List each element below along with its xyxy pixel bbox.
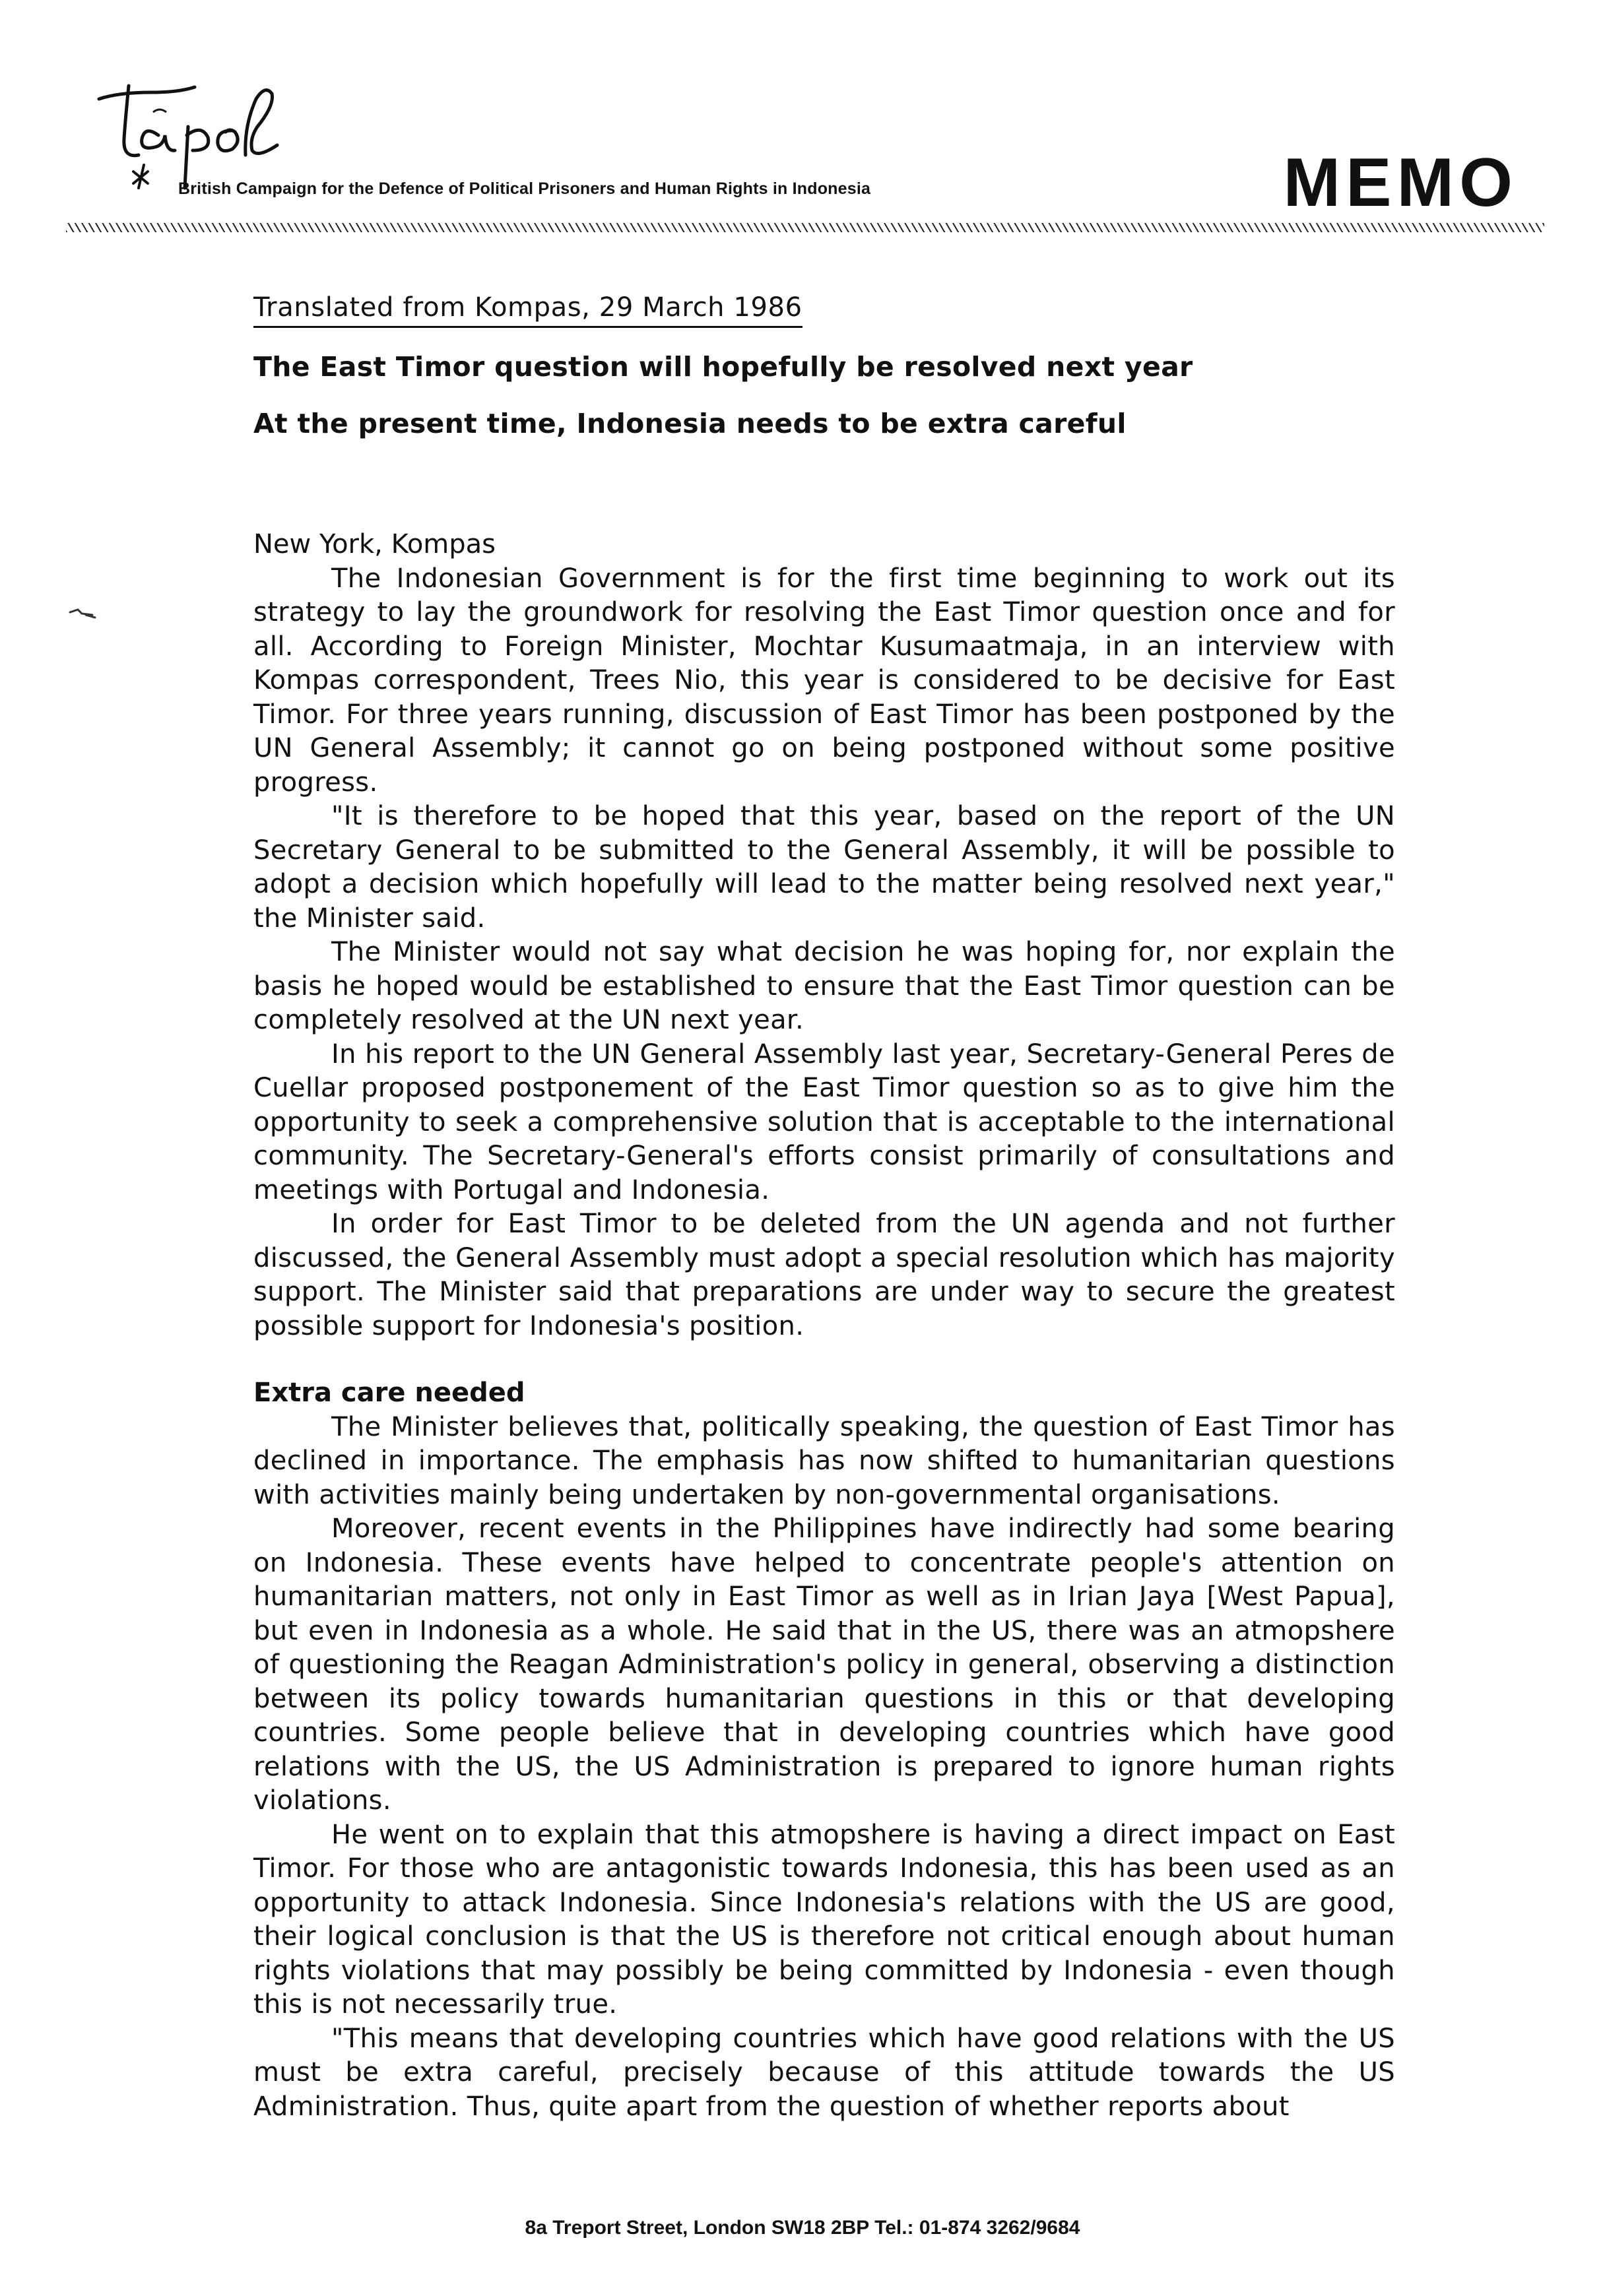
paragraph: The Minister believes that, politically speaking, the question of East Timor has declined in importance. The emphasis has now shifted to humanitarian questions with activities mainly being undertaken by non-governmental organisations.	[253, 1411, 1395, 1510]
paragraph: In order for East Timor to be deleted from the UN agenda and not further discussed, the General Assembly must adopt a special resolution which has majority support. The Minister said that preparations are under way to secure the greatest possible support for Indonesia's position.	[253, 1209, 1395, 1341]
hatched-divider	[66, 223, 1544, 232]
letterhead	[66, 59, 1544, 238]
article-headline: The East Timor question will hopefully be resolved next year	[253, 351, 1193, 383]
dateline: New York, Kompas	[253, 529, 496, 559]
organisation-tagline: British Campaign for the Defence of Political Prisoners and Human Rights in Indonesia	[178, 179, 871, 198]
article-body	[253, 290, 1395, 2124]
article-subheadline: At the present time, Indonesia needs to be extra careful	[253, 407, 1127, 439]
paragraph: Moreover, recent events in the Philippines have indirectly had some bearing on Indonesia. These events have helped to concentrate people's attention on humanitarian matters, not only in East Timor as well as in Irian Jaya [West Papua], but even in Indonesia as a whole. He said that in the US, there was an atmopshere of questioning the Reagan Administration's policy in general, observing a distinction between its policy towards humanitarian questions in this or that developing countries. Some people believe that in developing countries which have good relations with the US, the US Administration is prepared to ignore human rights violations.	[253, 1514, 1395, 1816]
source-line: Translated from Kompas, 29 March 1986	[253, 290, 802, 328]
paragraph: "This means that developing countries which have good relations with the US must be extra careful, precisely because of this attitude towards the US Administration. Thus, quite apart from the question of whether reports about	[253, 2023, 1395, 2122]
paragraph: In his report to the UN General Assembly last year, Secretary-General Peres de Cuellar proposed postponement of the East Timor question so as to give him the opportunity to seek a comprehensive solution that is acceptable to the international community. The Secretary-General's efforts consist primarily of consultations and meetings with Portugal and Indonesia.	[253, 1038, 1395, 1205]
footer-address: 8a Treport Street, London SW18 2BP Tel.: 01-874 3262/9684	[525, 2217, 1080, 2239]
paragraph: The Indonesian Government is for the first time beginning to work out its strategy to lay the groundwork for resolving the East Timor question once and for all. According to Foreign Minister, Mochtar Kusumaatmaja, in an interview with Kompas correspondent, Trees Nio, this year is considered to be decisive for East Timor. For three years running, discussion of East Timor has been postponed by the UN General Assembly; it cannot go on being postponed without some positive progress.	[253, 563, 1395, 798]
paragraph: "It is therefore to be hoped that this year, based on the report of the UN Secretary General to be submitted to the General Assembly, it will be possible to adopt a decision which hopefully will lead to the matter being resolved next year," the Minister said.	[253, 801, 1395, 934]
margin-pen-mark	[69, 607, 102, 620]
paragraph: He went on to explain that this atmopshere is having a direct impact on East Timor. For those who are antagonistic towards Indonesia, this has been used as an opportunity to attack Indonesia. Since Indonesia's relations with the US are good, their logical conclusion is that the US is therefore not critical enough about human rights violations that may possibly be being committed by Indonesia - even though this is not necessarily true.	[253, 1819, 1395, 2020]
paragraph: The Minister would not say what decision he was hoping for, nor explain the basis he hoped would be established to ensure that the East Timor question can be completely resolved at the UN next year.	[253, 937, 1395, 1035]
section-heading: Extra care needed	[253, 1378, 525, 1408]
memo-label: MEMO	[1283, 144, 1518, 221]
